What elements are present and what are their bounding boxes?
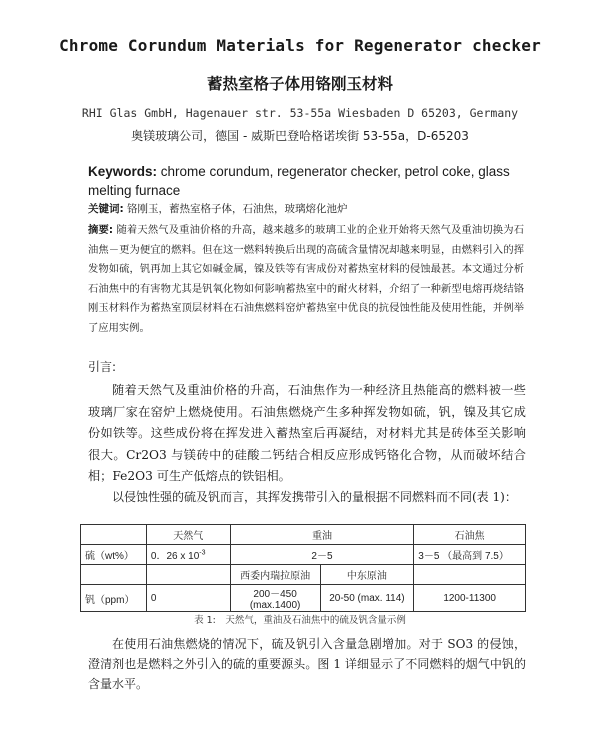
sulfur-petcoke: 3－5 （最高到 7.5） bbox=[414, 545, 526, 565]
abstract bbox=[88, 221, 524, 338]
row-label-vanadium: 钒（ppm） bbox=[81, 585, 147, 612]
table-caption: 表 1: 天然气，重油及石油焦中的硫及钒含量示例 bbox=[194, 615, 406, 626]
row-label-sulfur: 硫（wt%） bbox=[81, 545, 147, 565]
fuel-composition-table bbox=[80, 524, 526, 612]
abstract-label: 摘要: bbox=[88, 224, 114, 236]
keywords-chinese-text: 铬刚玉，蓄热室格子体，石油焦，玻璃熔化池炉 bbox=[123, 203, 348, 215]
vanadium-oil-west: 200－450 (max.1400) bbox=[230, 585, 320, 612]
intro-paragraph-2: 以侵蚀性强的硫及钒而言，其挥发携带引入的量根据不同燃料而不同(表 1)： bbox=[112, 490, 517, 504]
header-petcoke: 石油焦 bbox=[414, 525, 526, 545]
header-heavy-oil: 重油 bbox=[230, 525, 414, 545]
body-paragraph-3: 在使用石油焦燃烧的情况下，硫及钒引入含量急剧增加。对于 SO3 的侵蚀，澄清剂也是燃料之外引入的硫的重要源头。图 1 详细显示了不同燃料的烟气中钒的含量水平。 bbox=[88, 637, 526, 691]
table-cell-empty bbox=[81, 565, 147, 585]
subheader-oil-west: 西委内瑞拉原油 bbox=[230, 565, 320, 585]
affiliation-english: RHI Glas GmbH, Hagenauer str. 53-55a Wiesbaden D 65203, Germany bbox=[81, 106, 519, 120]
keywords-chinese-label: 关键词: bbox=[88, 203, 124, 215]
sulfur-natural-gas-exponent: -3 bbox=[199, 549, 206, 557]
sulfur-natural-gas: 0．26 x $10^{-3}$ bbox=[146, 545, 230, 565]
table-cell-empty bbox=[414, 565, 526, 585]
keywords-english bbox=[88, 162, 528, 200]
vanadium-petcoke: 1200-11300 bbox=[414, 585, 526, 612]
subheader-oil-middle-east: 中东原油 bbox=[320, 565, 414, 585]
paper-title-english: Chrome Corundum Materials for Regenerator checker bbox=[59, 36, 541, 55]
table-cell-empty bbox=[81, 525, 147, 545]
intro-paragraph: 随着天然气及重油价格的升高，石油焦作为一种经济且热能高的燃料被一些玻璃厂家在窑炉上燃烧使用。石油焦燃烧产生多种挥发物如硫，钒，镍及其它成份如铁等。这些成份将在挥发进入蓄热室后再凝结，对材料尤其是砖体至关影响很大。Cr2O3 与镁砖中的硅酸二钙结合相反应形成钙铬化合物，从而破坏结合相；Fe2O3 可生产低熔点的铁铝相。 bbox=[88, 383, 526, 483]
table-header-row bbox=[81, 525, 526, 545]
table-row-sulfur bbox=[81, 545, 526, 565]
table-subheader-row bbox=[81, 565, 526, 585]
keywords-english-label: Keywords: bbox=[88, 164, 158, 179]
vanadium-natural-gas: 0 bbox=[146, 585, 230, 612]
table-cell-empty bbox=[146, 565, 230, 585]
sulfur-heavy-oil: 2－5 bbox=[230, 545, 414, 565]
abstract-text: 随着天然气及重油价格的升高，越来越多的玻璃工业的企业开始将天然气及重油切换为石油焦－更为便宜的燃料。但在这一燃料转换后出现的高硫含量情况却越来明显，由燃料引入的挥发物如硫，钒再加上其它如碱金属，镍及铁等有害成份对蓄热室材料的侵蚀最甚。本文通过分析石油焦中的有害物尤其是钒氧化物如何影响蓄热室中的耐火材料，介绍了一种新型电熔再烧结铬刚玉材料作为蓄热室顶层材料在石油焦燃料窑炉蓄热室中优良的抗侵蚀性能及使用性能，并例举了应用实例。 bbox=[88, 224, 524, 334]
intro-heading: 引言: bbox=[88, 360, 117, 374]
keywords-english-text: chrome corundum, regenerator checker, petrol coke, glass melting furnace bbox=[88, 164, 510, 198]
affiliation-chinese: 奥镁玻璃公司，德国 - 威斯巴登哈格诺埃街 53-55a，D-65203 bbox=[131, 129, 469, 143]
paper-title-chinese: 蓄热室格子体用铬刚玉材料 bbox=[206, 75, 393, 93]
table-row-vanadium bbox=[81, 585, 526, 612]
vanadium-oil-middle-east: 20-50 (max. 114) bbox=[320, 585, 414, 612]
keywords-chinese bbox=[88, 202, 528, 217]
header-natural-gas: 天然气 bbox=[146, 525, 230, 545]
